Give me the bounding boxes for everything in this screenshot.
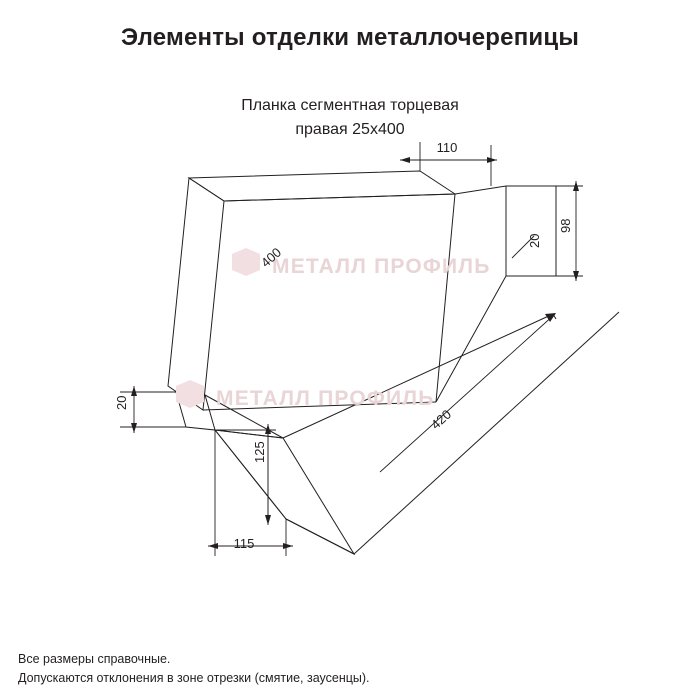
dimension-110: 110 [436,140,458,155]
part-upper-edge-a [224,194,455,201]
product-name-line-2: правая 25х400 [295,121,405,138]
part-upper-endcap-link-top [455,186,506,194]
watermark-logo-icon [232,248,260,276]
footnote-line-1: Все размеры справочные. [18,652,171,666]
dimension-115: 115 [233,536,255,551]
dimension-lines [120,142,583,556]
part-upper-endcap [506,186,556,276]
dimension-400: 400 [257,244,285,271]
footnote-line-2: Допускаются отклонения в зоне отрезки (смятие, заусенцы). [18,671,370,685]
footnotes [18,650,370,688]
product-name-line-1: Планка сегментная торцевая [241,97,459,114]
dimension-20-left: 20 [114,395,129,410]
dimension-labels [114,140,573,551]
page-title: Элементы отделки металлочерепицы [120,24,580,51]
part-upper-top-face [189,171,455,201]
part-upper-edge-c [436,194,455,402]
watermark-logo-icon [176,380,204,408]
watermark-text: МЕТАЛЛ ПРОФИЛЬ [272,255,491,278]
watermark-text: МЕТАЛЛ ПРОФИЛЬ [216,387,435,410]
part-lower-edge-1 [215,430,283,438]
dimension-420: 420 [427,406,455,433]
part-lower-edge-3 [354,312,619,554]
part-upper-front-face [168,178,224,410]
dimension-98: 98 [558,218,573,233]
part-upper-endcap-link-bottom [436,276,506,402]
dimension-20-right: 20 [527,233,542,248]
watermark-group [176,248,491,410]
dimension-125: 125 [252,441,267,463]
part-lower-edge-7 [215,430,286,519]
part-lower-edge-2 [283,314,553,438]
